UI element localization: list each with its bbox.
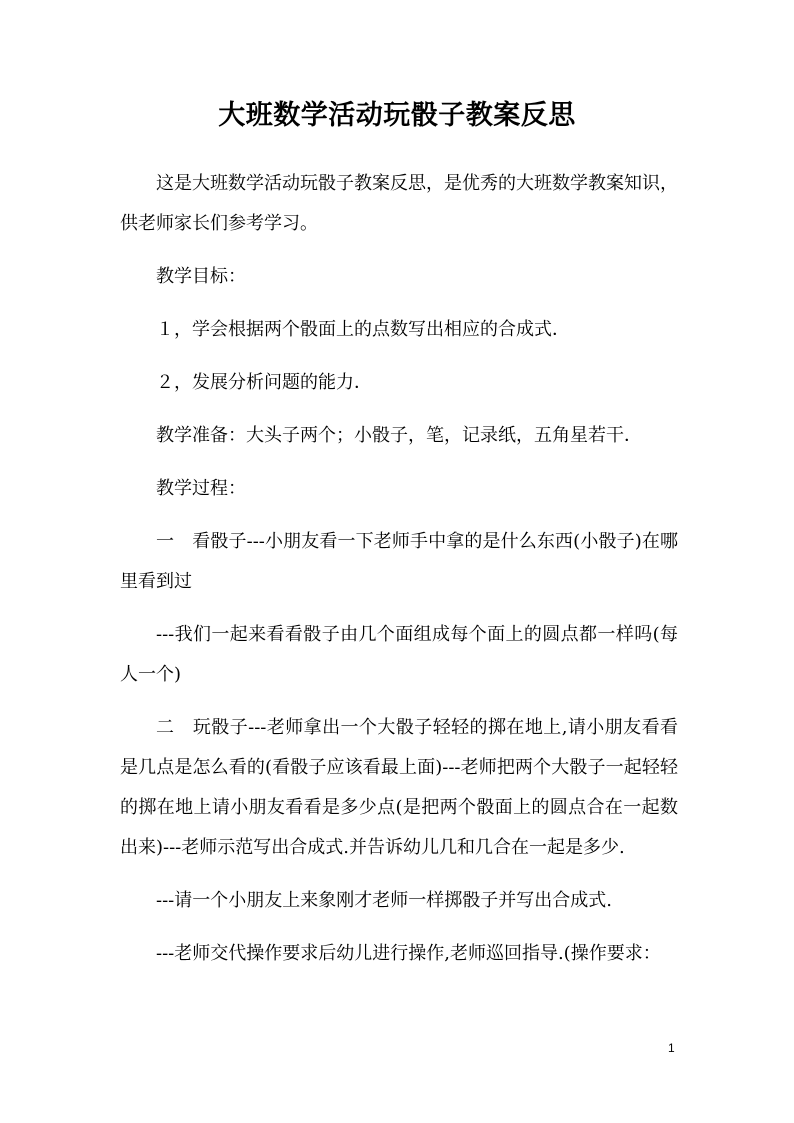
goal-item-2: ２，发展分析问题的能力． [156,372,372,393]
process-step-1: 一 看骰子---小朋友看一下老师手中拿的是什么东西(小骰子)在哪里看到过 [120,531,678,592]
teaching-goals-heading: 教学目标： [156,266,246,287]
process-step-1-detail: ---我们一起来看看骰子由几个面组成每个面上的圆点都一样吗(每人一个) [120,624,678,685]
document-body [120,164,678,987]
teaching-preparation: 教学准备：大头子两个；小骰子，笔，记录纸，五角星若干． [156,425,642,446]
process-step-2-detail-a: ---请一个小朋友上来象刚才老师一样掷骰子并写出合成式. [156,890,612,911]
process-step-2-detail-b: ---老师交代操作要求后幼儿进行操作,老师巡回指导.(操作要求： [156,943,661,964]
goal-item-1: １，学会根据两个骰面上的点数写出相应的合成式． [156,319,570,340]
teaching-process-heading: 教学过程： [156,478,246,499]
intro-paragraph: 这是大班数学活动玩骰子教案反思，是优秀的大班数学教案知识，供老师家长们参考学习。 [120,173,678,234]
document-title: 大班数学活动玩骰子教案反思 [218,100,576,131]
process-step-2: 二 玩骰子---老师拿出一个大骰子轻轻的掷在地上,请小朋友看看是几点是怎么看的(看骰子应该看最上面)---老师把两个大骰子一起轻轻的掷在地上请小朋友看看是多少点(是把两个骰面上的圆点合在一起数出来)---老师示范写出合成式.并告诉幼儿几和几合在一起是多少. [120,717,678,858]
page-number: 1 [668,1041,675,1055]
